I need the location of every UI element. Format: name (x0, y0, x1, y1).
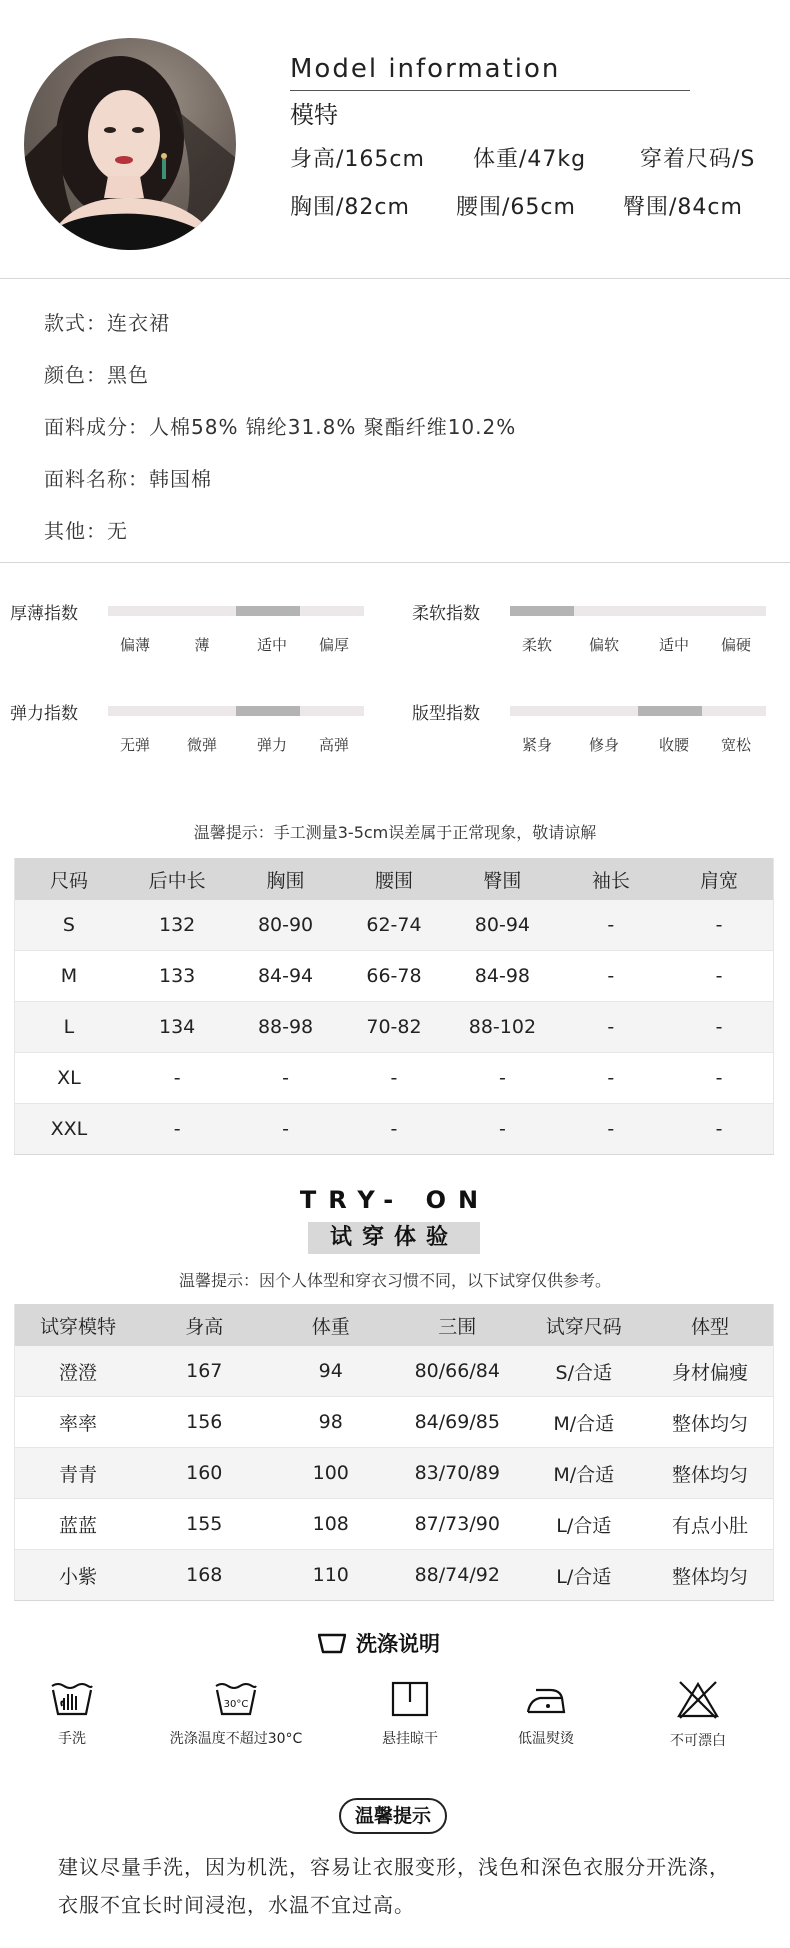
model-height: 身高/165cm (290, 147, 425, 172)
table-cell: 156 (141, 1397, 268, 1448)
no-bleach-icon (676, 1680, 720, 1720)
tryon-subtitle: 试穿体验 (308, 1222, 480, 1254)
table-cell: L/合适 (521, 1550, 648, 1601)
hand-wash-icon (50, 1680, 94, 1718)
product-style: 款式：连衣裙 (44, 311, 170, 335)
size-table (14, 858, 774, 1155)
index-option: 偏薄 (119, 636, 151, 654)
column-header: 体型 (647, 1304, 774, 1346)
index-track (108, 706, 364, 716)
table-cell: - (123, 1104, 231, 1155)
index-option: 收腰 (658, 736, 690, 754)
column-header: 胸围 (231, 858, 339, 900)
model-avatar (24, 38, 236, 250)
table-cell: 168 (141, 1550, 268, 1601)
table-cell: 身材偏瘦 (647, 1346, 774, 1397)
table-row (15, 951, 774, 1002)
index-track (108, 606, 364, 616)
product-fabric: 面料名称：韩国棉 (44, 467, 212, 491)
model-weight: 体重/47kg (473, 147, 587, 172)
table-cell: 155 (141, 1499, 268, 1550)
table-cell: 84-94 (231, 951, 339, 1002)
table-cell: 88/74/92 (394, 1550, 521, 1601)
table-cell: - (665, 1104, 773, 1155)
size-table-notice: 温馨提示：手工测量3-5cm误差属于正常现象，敬请谅解 (193, 823, 597, 842)
table-cell: - (557, 900, 665, 951)
table-cell: - (340, 1104, 448, 1155)
table-row (15, 1448, 774, 1499)
table-cell: - (665, 951, 773, 1002)
table-cell: 整体均匀 (647, 1448, 774, 1499)
table-header-row (15, 1304, 774, 1346)
table-cell: M/合适 (521, 1397, 648, 1448)
table-cell: 84-98 (448, 951, 556, 1002)
model-photo (24, 38, 236, 250)
table-cell: 88-98 (231, 1002, 339, 1053)
product-color: 颜色：黑色 (44, 363, 149, 387)
index-option: 偏厚 (318, 636, 350, 654)
index-track (510, 706, 766, 716)
table-cell: 98 (268, 1397, 395, 1448)
index-track (510, 606, 766, 616)
table-cell: 87/73/90 (394, 1499, 521, 1550)
table-cell: 80-90 (231, 900, 339, 951)
table-row (15, 1397, 774, 1448)
index-marker (638, 706, 702, 716)
wash-label: 洗涤温度不超过30°C (169, 1731, 303, 1747)
hang-dry-icon (390, 1680, 430, 1718)
tryon-title: TRY- ON (299, 1186, 491, 1214)
tip-text: 建议尽量手洗，因为机洗，容易让衣服变形，浅色和深色衣服分开洗涤，衣服不宜长时间浸泡，水温不宜过高。 (58, 1855, 730, 1917)
table-cell: 62-74 (340, 900, 448, 951)
wash-label: 手洗 (58, 1731, 86, 1747)
table-cell: S (15, 900, 123, 951)
table-cell: 80-94 (448, 900, 556, 951)
product-other: 其他：无 (44, 519, 128, 543)
index-option: 微弹 (186, 736, 218, 754)
washing-title: 洗涤说明 (356, 1632, 440, 1656)
index-marker (236, 706, 300, 716)
index-option: 紧身 (521, 736, 553, 754)
table-header-row (15, 858, 774, 900)
index-marker (236, 606, 300, 616)
table-cell: 83/70/89 (394, 1448, 521, 1499)
wash-30-icon (214, 1680, 258, 1718)
column-header: 腰围 (340, 858, 448, 900)
table-cell: - (231, 1104, 339, 1155)
section-divider (0, 278, 790, 279)
table-cell: XL (15, 1053, 123, 1104)
tryon-notice: 温馨提示：因个人体型和穿衣习惯不同，以下试穿仅供参考。 (178, 1271, 611, 1290)
table-cell: 蓝蓝 (15, 1499, 142, 1550)
table-cell: 100 (268, 1448, 395, 1499)
table-cell: - (448, 1053, 556, 1104)
table-row (15, 1346, 774, 1397)
table-cell: M (15, 951, 123, 1002)
column-header: 身高 (141, 1304, 268, 1346)
table-cell: 青青 (15, 1448, 142, 1499)
table-cell: - (665, 900, 773, 951)
column-header: 尺码 (15, 858, 123, 900)
index-marker (510, 606, 574, 616)
table-cell: - (557, 1104, 665, 1155)
low-iron-icon (524, 1680, 568, 1718)
index-option: 薄 (194, 636, 210, 654)
table-cell: 94 (268, 1346, 395, 1397)
title-underline (290, 90, 690, 91)
wash-label: 不可漂白 (670, 1733, 726, 1749)
wash-item-hand-wash (0, 1680, 157, 1748)
table-cell: 132 (123, 900, 231, 951)
table-cell: - (665, 1053, 773, 1104)
table-cell: 整体均匀 (647, 1550, 774, 1601)
section-divider (0, 562, 790, 563)
index-option: 高弹 (318, 736, 350, 754)
table-cell: M/合适 (521, 1448, 648, 1499)
wash-basin-icon (318, 1632, 346, 1654)
table-cell: 澄澄 (15, 1346, 142, 1397)
table-cell: - (123, 1053, 231, 1104)
table-cell: 134 (123, 1002, 231, 1053)
column-header: 三围 (394, 1304, 521, 1346)
table-cell: 160 (141, 1448, 268, 1499)
table-cell: - (557, 951, 665, 1002)
table-cell: 有点小肚 (647, 1499, 774, 1550)
column-header: 试穿尺码 (521, 1304, 648, 1346)
model-info-title: Model information (290, 54, 561, 84)
index-label: 版型指数 (412, 704, 480, 724)
index-option: 无弹 (119, 736, 151, 754)
table-cell: - (448, 1104, 556, 1155)
column-header: 试穿模特 (15, 1304, 142, 1346)
index-option: 修身 (588, 736, 620, 754)
table-row (15, 1053, 774, 1104)
column-header: 肩宽 (665, 858, 773, 900)
column-header: 袖长 (557, 858, 665, 900)
table-cell: - (557, 1002, 665, 1053)
model-waist: 腰围/65cm (456, 195, 576, 220)
column-header: 后中长 (123, 858, 231, 900)
model-hip: 臀围/84cm (623, 195, 743, 220)
index-option: 偏硬 (720, 636, 752, 654)
wash-label: 低温熨烫 (518, 1731, 574, 1747)
index-option: 柔软 (521, 636, 553, 654)
table-cell: 84/69/85 (394, 1397, 521, 1448)
column-header: 体重 (268, 1304, 395, 1346)
table-cell: 小紫 (15, 1550, 142, 1601)
table-cell: 80/66/84 (394, 1346, 521, 1397)
wash-label: 悬挂晾干 (382, 1731, 438, 1747)
model-bust: 胸围/82cm (290, 195, 410, 220)
model-info-subtitle: 模特 (290, 101, 338, 129)
wash-item-low-iron (461, 1680, 631, 1748)
model-info-section (0, 0, 790, 278)
table-cell: 70-82 (340, 1002, 448, 1053)
index-option: 偏软 (588, 636, 620, 654)
table-cell: - (557, 1053, 665, 1104)
wash-temp-text: 30°C (223, 1699, 249, 1710)
table-cell: 167 (141, 1346, 268, 1397)
table-cell: - (340, 1053, 448, 1104)
tip-badge: 温馨提示 (339, 1798, 447, 1834)
table-cell: - (231, 1053, 339, 1104)
table-row (15, 900, 774, 951)
index-option: 适中 (256, 636, 288, 654)
product-composition: 面料成分：人棉58% 锦纶31.8% 聚酯纤维10.2% (44, 415, 517, 439)
index-label: 柔软指数 (412, 604, 480, 624)
table-cell: 整体均匀 (647, 1397, 774, 1448)
table-row (15, 1104, 774, 1155)
table-cell: 110 (268, 1550, 395, 1601)
table-row (15, 1002, 774, 1053)
table-cell: 66-78 (340, 951, 448, 1002)
table-cell: L/合适 (521, 1499, 648, 1550)
index-option: 弹力 (256, 736, 288, 754)
table-row (15, 1499, 774, 1550)
tryon-table (14, 1304, 774, 1601)
table-row (15, 1550, 774, 1601)
table-cell: L (15, 1002, 123, 1053)
wash-item-no-bleach (613, 1680, 783, 1750)
table-cell: 率率 (15, 1397, 142, 1448)
table-cell: 88-102 (448, 1002, 556, 1053)
table-cell: 133 (123, 951, 231, 1002)
index-label: 弹力指数 (10, 704, 78, 724)
index-label: 厚薄指数 (10, 604, 78, 624)
index-option: 宽松 (720, 736, 752, 754)
index-option: 适中 (658, 636, 690, 654)
table-cell: - (665, 1002, 773, 1053)
wash-item-30c (151, 1680, 321, 1748)
column-header: 臀围 (448, 858, 556, 900)
table-cell: 108 (268, 1499, 395, 1550)
table-cell: XXL (15, 1104, 123, 1155)
model-size: 穿着尺码/S (640, 147, 756, 172)
table-cell: S/合适 (521, 1346, 648, 1397)
